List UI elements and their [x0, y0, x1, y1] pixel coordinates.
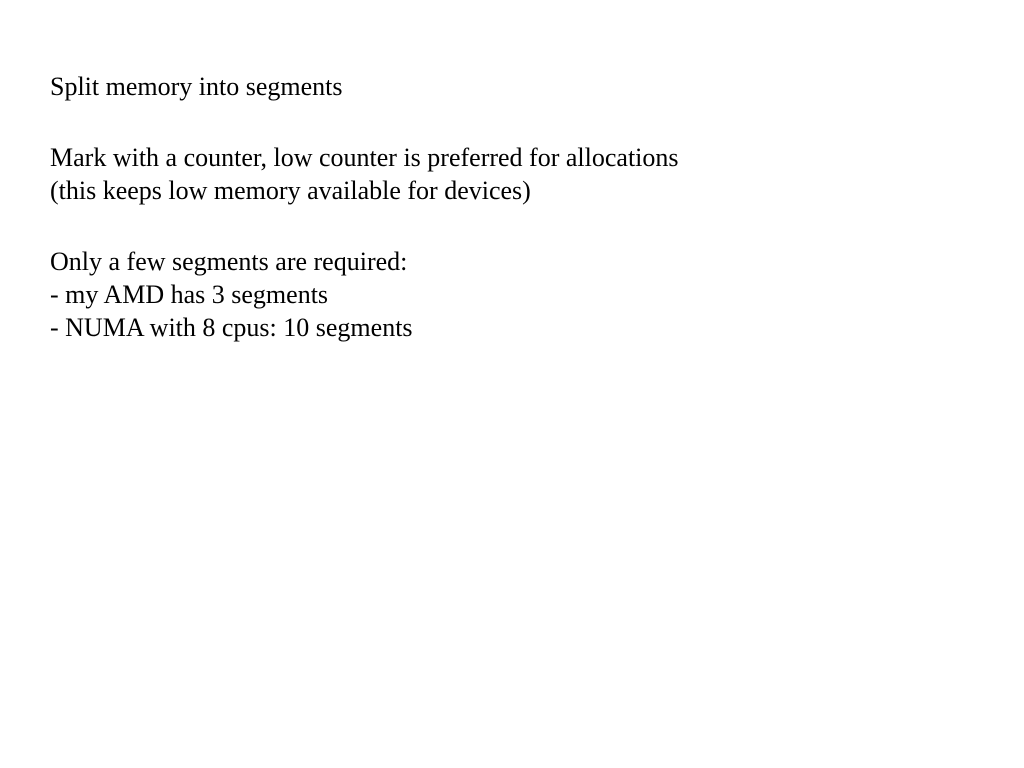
- segments-required-block: [50, 245, 970, 344]
- counter-block: [50, 141, 970, 207]
- counter-line-1: Mark with a counter, low counter is preferred for allocations: [50, 143, 679, 172]
- counter-line-2: (this keeps low memory available for devices): [50, 176, 531, 205]
- split-memory-line-1: Split memory into segments: [50, 72, 343, 101]
- segments-required-line-3: - NUMA with 8 cpus: 10 segments: [50, 313, 413, 342]
- split-memory-block: [50, 70, 970, 103]
- slide-content: [50, 70, 970, 344]
- segments-required-line-2: - my AMD has 3 segments: [50, 280, 329, 309]
- segments-required-line-1: Only a few segments are required:: [50, 247, 408, 276]
